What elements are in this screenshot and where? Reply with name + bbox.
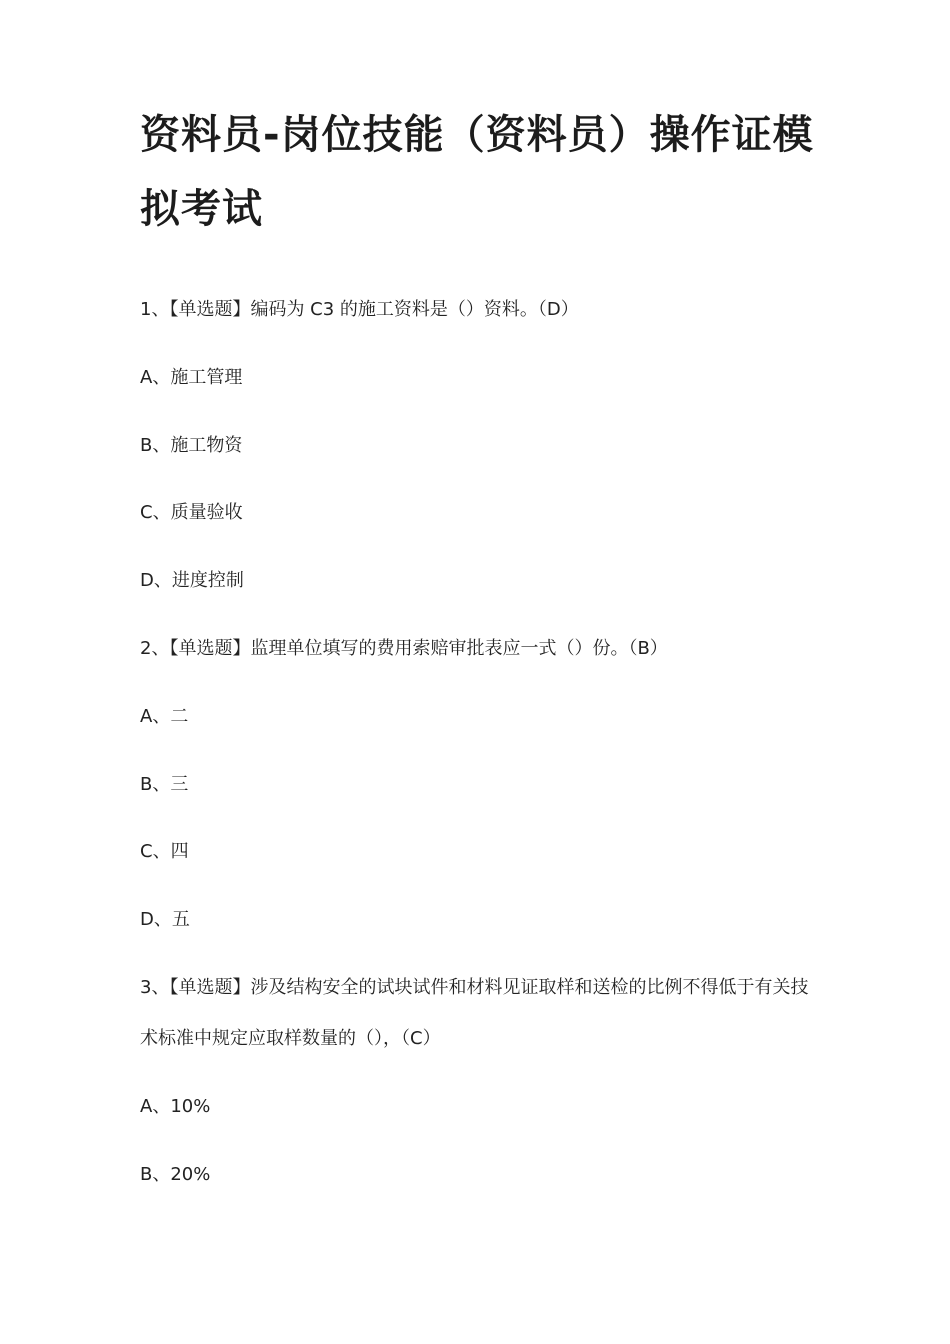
question-stem: 1、【单选题】编码为 C3 的施工资料是（）资料。（D） — [140, 299, 579, 320]
question-stem: 2、【单选题】监理单位填写的费用索赔审批表应一式（）份。（B） — [140, 638, 668, 659]
option-b: B、20% — [140, 1164, 211, 1185]
option-a: A、施工管理 — [140, 367, 243, 388]
option-a: A、10% — [140, 1096, 211, 1117]
option-a: A、二 — [140, 706, 189, 727]
option-c: C、质量验收 — [140, 502, 243, 523]
question-stem: 3、【单选题】涉及结构安全的试块试件和材料见证取样和送检的比例不得低于有关技术标准中规定应取样数量的（），（C） — [140, 977, 809, 1049]
option-c: C、四 — [140, 841, 189, 862]
option-d: D、五 — [140, 909, 190, 930]
document-title: 资料员-岗位技能（资料员）操作证模拟考试 — [140, 112, 814, 232]
option-d: D、进度控制 — [140, 570, 244, 591]
option-b: B、施工物资 — [140, 435, 243, 456]
option-b: B、三 — [140, 774, 189, 795]
